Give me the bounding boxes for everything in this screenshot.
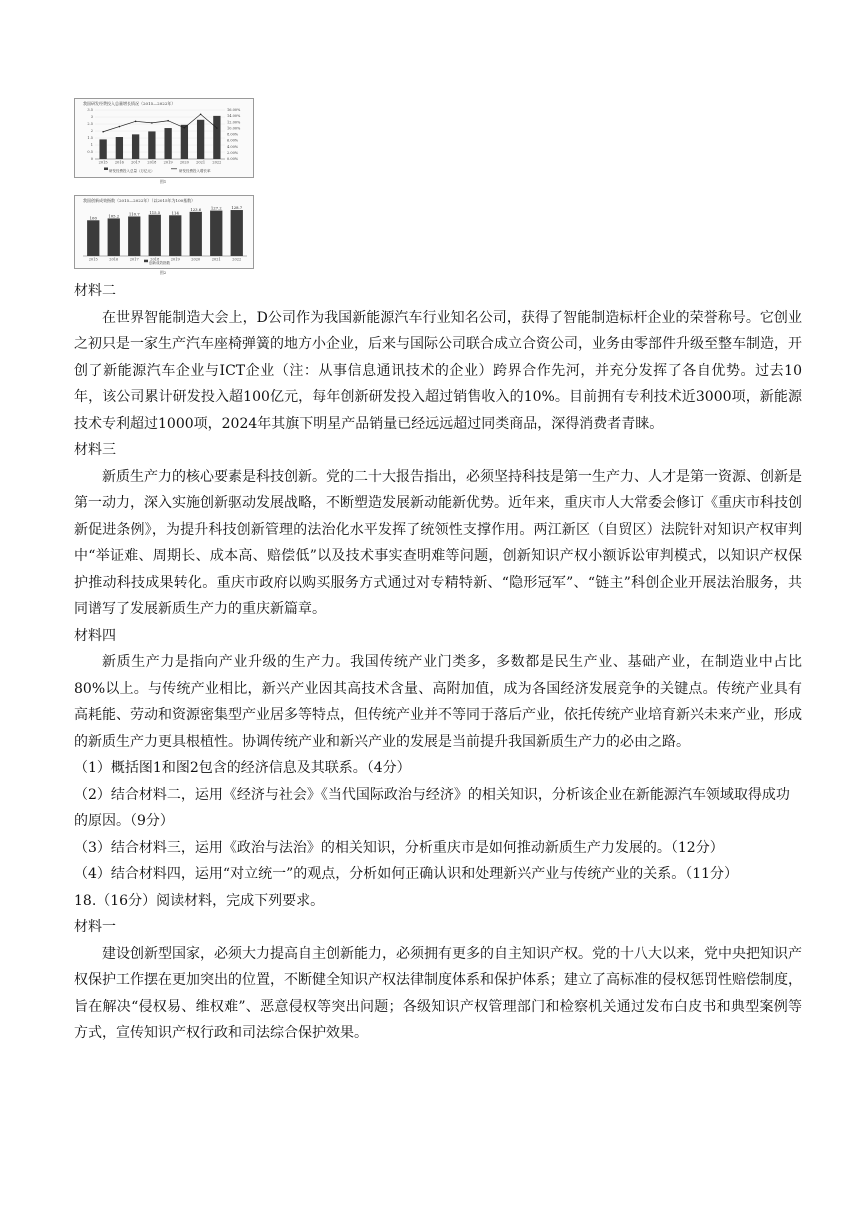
figure-1-caption: 图1 [159, 179, 167, 184]
figure-1-bar [99, 139, 106, 159]
figure-1-bar [132, 134, 139, 159]
figure-1-x-tick: 2018 [147, 160, 157, 165]
figure-1-y2-tick: 16.00% [227, 108, 241, 112]
figure-1-bar [213, 116, 220, 159]
figure-1-x-tick: 2022 [212, 160, 222, 165]
figure-2-bar [128, 216, 140, 256]
question-2: （2）结合材料二，运用《经济与社会》《当代国际政治与经济》的相关知识，分析该企业在新能源汽车领域取得成功的原因。（9分） [74, 786, 790, 829]
material-4-body: 新质生产力是指向产业升级的生产力。我国传统产业门类多，多数都是民生产业、基础产业，在制造业中占比80%以上。与传统产业相比，新兴产业因其高技术含量、高附加值，成为各国经济发展竞争的关键点。传统产业具有高耗能、劳动和资源密集型产业居多等特点，但传统产业并不等同于落后产业，依托传统产业培育新兴未来产业，形成的新质生产力更具根植性。协调传统产业和新兴产业的发展是当前提升我国新质生产力的必由之路。 [74, 654, 802, 750]
figure-2-bar [169, 215, 181, 256]
figure-1-growth-point [216, 127, 218, 129]
figure-2-bar [87, 220, 99, 256]
figure-1-x-tick: 2021 [196, 160, 206, 165]
figure-1-title: 我国研发经费投入总量增长情况（2015—2022年） [83, 101, 176, 106]
figure-2-bar [210, 211, 222, 256]
figure-1-bar [197, 120, 204, 159]
figure-2-bar [231, 210, 243, 256]
figure-2-x-tick: 2020 [191, 257, 201, 262]
figure-1-bar [164, 128, 171, 159]
figure-2-data-label: 115.5 [149, 209, 161, 215]
figure-1-y-tick: 0.5 [87, 150, 93, 154]
figure-1-y2-tick: 8.00% [227, 132, 239, 137]
figure-2-data-label: 114 [171, 210, 179, 216]
figure-2-data-label: 128.7 [231, 205, 243, 211]
figure-1-legend-line: 研发经费投入增长率 [179, 169, 211, 173]
material-2-heading: 材料二 [74, 283, 116, 299]
question-18-title: 18.（16分）阅读材料，完成下列要求。 [74, 892, 325, 909]
figure-1-bar [148, 131, 155, 159]
figure-1-legend-bar-swatch [104, 168, 108, 171]
figure-1-y-tick: 3.5 [87, 108, 93, 112]
figure-1-bar [116, 137, 123, 159]
figure-2-data-label: 100 [89, 215, 97, 221]
figure-2-x-tick: 2018 [150, 257, 160, 262]
figure-2-bar [190, 212, 202, 256]
figure-2-chart [74, 195, 254, 269]
figure-1-plot [75, 99, 253, 177]
figure-1-y-tick: 1.5 [87, 136, 93, 140]
figure-1-y2-tick: 10.00% [227, 126, 241, 131]
figure-2-x-tick: 2022 [232, 257, 242, 262]
q18-material-1-body: 建设创新型国家，必须大力提高自主创新能力，必须拥有更多的自主知识产权。党的十八大以来，党中央把知识产权保护工作摆在更加突出的位置，不断健全知识产权法律制度体系和保护体系；建立了高标准的侵权惩罚性赔偿制度，旨在解决“侵权易、维权难”、恶意侵权等突出问题；各级知识产权管理部门和检察机关通过发布白皮书和典型案例等方式，宣传知识产权行政和司法综合保护效果。 [74, 945, 802, 1041]
figure-1-y2-tick: 0.00% [227, 157, 239, 161]
figure-1-x-tick: 2015 [98, 160, 108, 165]
figure-1-legend-bar: 研发经费投入总量（万亿元） [109, 169, 155, 173]
figure-2-x-tick: 2019 [170, 257, 180, 262]
figure-1-y-tick: 1 [90, 143, 93, 147]
q18-material-1-heading: 材料一 [74, 919, 116, 935]
figure-2-bar [149, 215, 161, 256]
figure-2-legend-swatch [144, 260, 148, 263]
figure-1-y-tick: 2.5 [87, 122, 93, 126]
figure-1-growth-point [151, 122, 153, 124]
figure-1-growth-point [119, 126, 121, 128]
figure-1-bar [181, 125, 188, 159]
figure-1-y-tick: 2 [90, 129, 93, 133]
figure-1-x-tick: 2019 [163, 160, 173, 165]
figure-1-growth-point [102, 131, 104, 133]
figure-1-growth-point [135, 121, 137, 123]
figure-2-data-label: 123.6 [190, 206, 202, 212]
figure-2-caption: 图2 [159, 270, 167, 275]
figure-2-x-tick: 2021 [211, 257, 221, 262]
figure-1-y2-tick: 14.00% [227, 114, 241, 119]
material-3-heading: 材料三 [74, 442, 116, 458]
figure-1-x-tick: 2020 [179, 160, 189, 165]
figure-2-data-label: 110.7 [128, 211, 140, 217]
figure-1-y-tick: 3 [90, 115, 93, 119]
figure-2-x-tick: 2015 [88, 257, 98, 262]
figure-2-x-tick: 2017 [129, 257, 139, 262]
figure-1-growth-point [184, 127, 186, 129]
material-4-heading: 材料四 [74, 627, 116, 644]
figure-1-y2-tick: 12.00% [227, 120, 241, 125]
question-1: （1）概括图1和图2包含的经济信息及其联系。（4分） [74, 760, 411, 776]
figure-2-data-label: 105.2 [108, 213, 120, 219]
figure-2-title: 我国创新成效指数（2015—2022年）（以2015年为100基数） [83, 198, 196, 203]
figure-2-bar [108, 218, 120, 256]
figure-2-legend: 创新成效指数 [149, 261, 170, 265]
figure-1-chart [74, 98, 254, 178]
figure-2-data-label: 127.2 [210, 205, 222, 211]
figure-1-y2-tick: 4.00% [227, 144, 239, 149]
figure-1-y2-tick: 6.00% [227, 138, 239, 143]
figure-1-x-tick: 2016 [114, 160, 124, 165]
material-3-body: 新质生产力的核心要素是科技创新。党的二十大报告指出，必须坚持科技是第一生产力、人才是第一资源、创新是第一动力，深入实施创新驱动发展战略，不断塑造发展新动能新优势。近年来，重庆市人大常委会修订《重庆市科技创新促进条例》，为提升科技创新管理的法治化水平发挥了统领性支撑作用。两江新区（自贸区）法院针对知识产权审判中“举证难、周期长、成本高、赔偿低”以及技术事实查明难等问题，创新知识产权小额诉讼审判模式，以知识产权保护推动科技成果转化。重庆市政府以购买服务方式通过对专精特新、“隐形冠军”、“链主”科创企业开展法治服务，共同谱写了发展新质生产力的重庆新篇章。 [74, 468, 802, 617]
figures-area [74, 98, 264, 276]
material-2-body: 在世界智能制造大会上，D公司作为我国新能源汽车行业知名公司，获得了智能制造标杆企业的荣誉称号。它创业之初只是一家生产汽车座椅弹簧的地方小企业，后来与国际公司联合成立合资公司，业务由零部件升级至整车制造，开创了新能源汽车企业与ICT企业（注：从事信息通讯技术的企业）跨界合作先河，并充分发挥了各自优势。过去10年，该公司累计研发投入超100亿元，每年创新研发投入超过销售收入的10%。目前拥有专利技术近3000项，新能源技术专利超过1000项，2024年其旗下明星产品销量已经远远超过同类商品，深得消费者青睐。 [74, 309, 802, 432]
figure-1-y2-tick: 2.00% [227, 150, 239, 155]
figure-1-y-tick: 0 [90, 157, 93, 161]
figure-1-growth-point [167, 120, 169, 122]
figure-1-growth-point [200, 113, 202, 115]
question-3: （3）结合材料三，运用《政治与法治》的相关知识，分析重庆市是如何推动新质生产力发展的。（12分） [74, 839, 724, 856]
question-4: （4）结合材料四，运用“对立统一”的观点，分析如何正确认识和处理新兴产业与传统产业的关系。（11分） [74, 866, 739, 882]
figure-2-x-tick: 2016 [109, 257, 119, 262]
text-body [74, 278, 802, 1047]
figure-2-plot [75, 196, 253, 268]
figure-1-x-tick: 2017 [131, 160, 141, 165]
